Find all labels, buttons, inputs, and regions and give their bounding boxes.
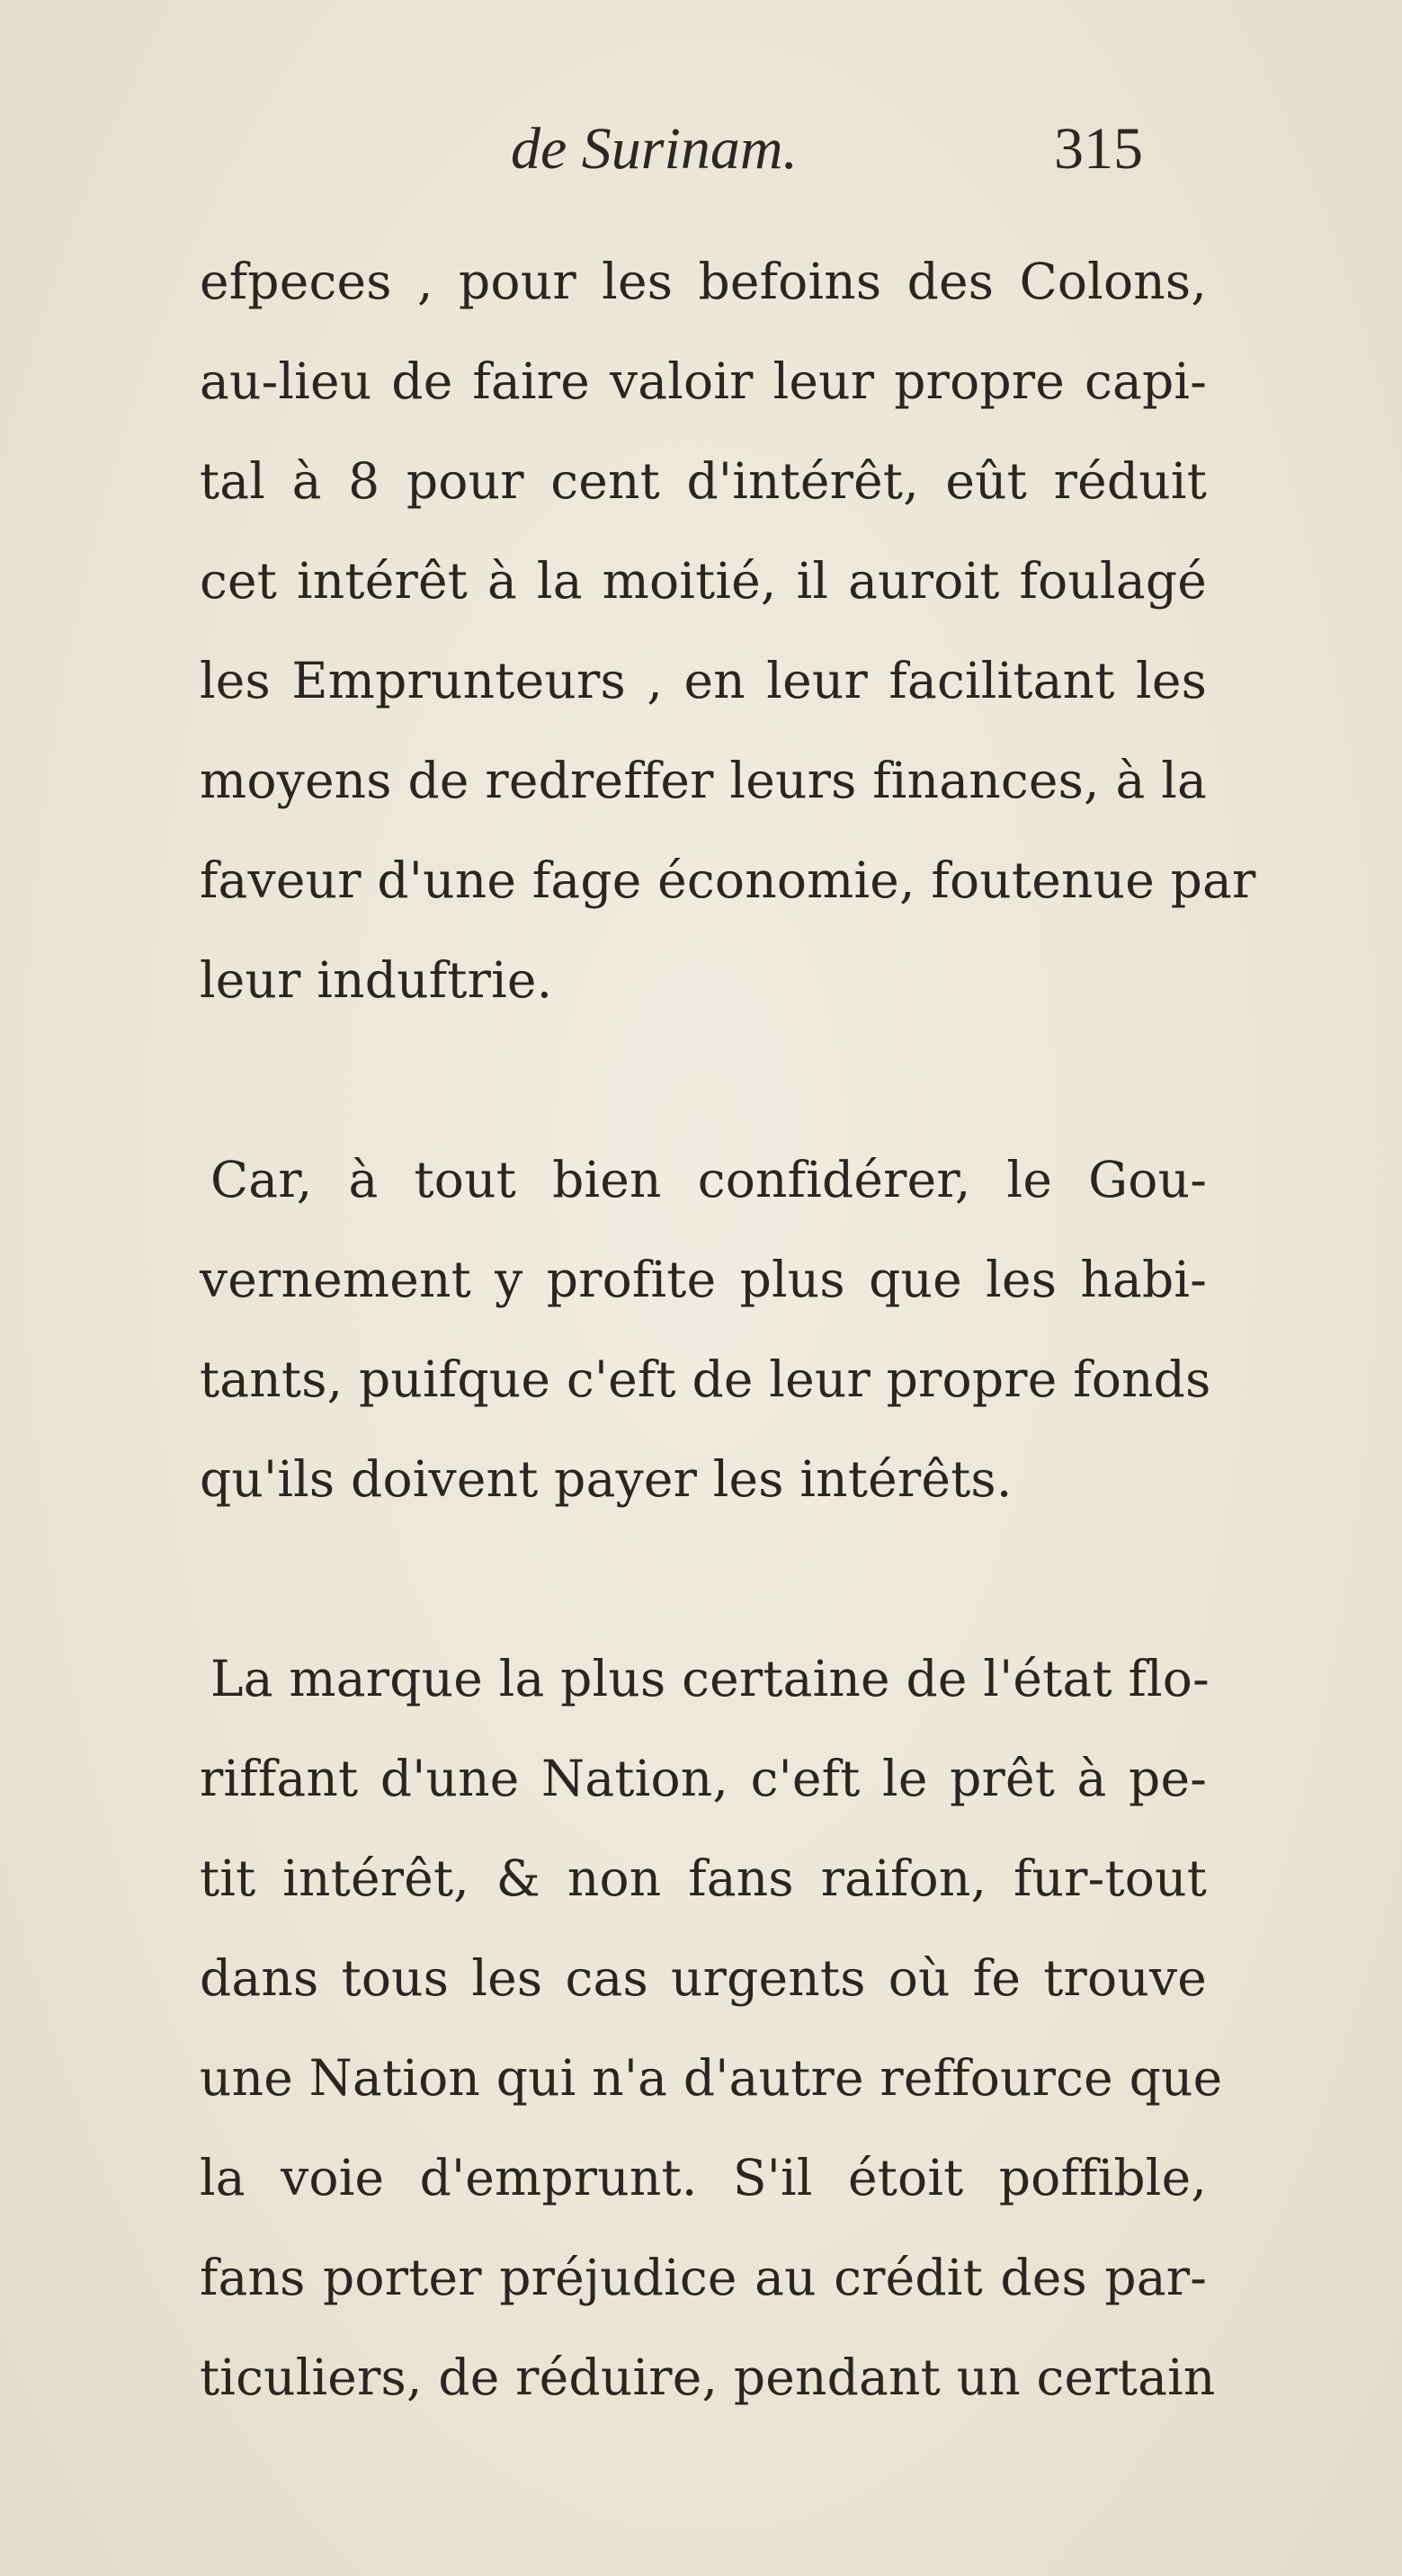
text-line: fans porter préjudice au crédit des par-	[200, 2249, 1207, 2306]
paragraph-gap	[200, 1529, 1207, 1629]
page-number: 315	[1054, 116, 1143, 182]
text-line: vernement y profite plus que les habi-	[200, 1251, 1207, 1308]
text-line: Car, à tout bien confidérer, le Gou-	[210, 1151, 1207, 1208]
text-line: faveur d'une fage économie, foutenue par	[200, 851, 1256, 909]
text-line: riffant d'une Nation, c'eft le prêt à pe-	[200, 1750, 1207, 1807]
paragraph-1	[200, 232, 1256, 1030]
running-head-title: de Surinam.	[511, 116, 798, 182]
text-line: leur induftrie.	[200, 951, 553, 1009]
text-line: au-lieu de faire valoir leur propre capi-	[200, 352, 1207, 410]
paragraph-3	[200, 1629, 1223, 2428]
text-line: dans tous les cas urgents où fe trouve	[200, 1949, 1207, 2007]
body-text	[200, 232, 1256, 2428]
paragraph-2	[200, 1130, 1211, 1529]
text-line: moyens de redreffer leurs finances, à la	[200, 752, 1207, 809]
text-line: ticuliers, de réduire, pendant un certain	[200, 2349, 1216, 2406]
text-line: tal à 8 pour cent d'intérêt, eût réduit	[200, 452, 1207, 510]
text-line: qu'ils doivent payer les intérêts.	[200, 1450, 1013, 1508]
paragraph-gap	[200, 1030, 1207, 1130]
text-line: cet intérêt à la moitié, il auroit foulagé	[200, 552, 1207, 610]
text-line: les Emprunteurs , en leur facilitant les	[200, 652, 1207, 709]
text-line: tit intérêt, & non fans raifon, fur-tout	[200, 1850, 1207, 1907]
running-head	[0, 115, 1402, 205]
text-line: une Nation qui n'a d'autre reffource que	[200, 2049, 1223, 2107]
text-line: efpeces , pour les befoins des Colons,	[200, 253, 1207, 310]
text-line: la voie d'emprunt. S'il étoit poffible,	[200, 2149, 1207, 2206]
text-line: tants, puifque c'eft de leur propre fonds	[200, 1350, 1211, 1408]
text-line: La marque la plus certaine de l'état flo-	[210, 1650, 1210, 1707]
